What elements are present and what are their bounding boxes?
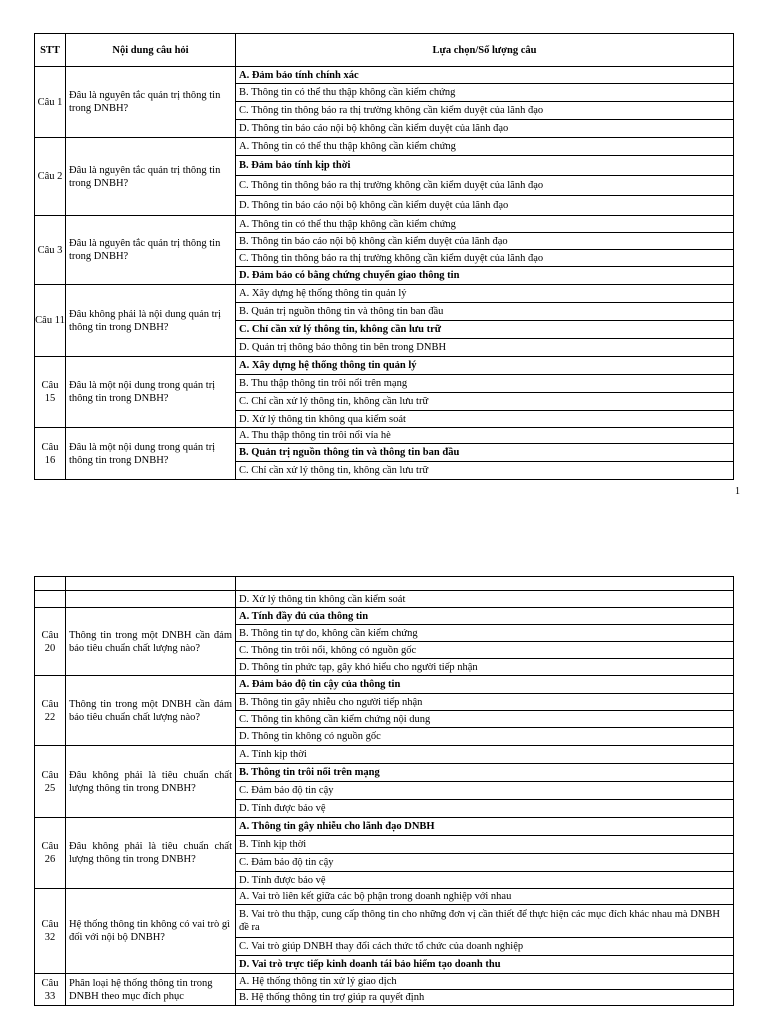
question-text: Đâu không phải là nội dung quản trị thông tin trong DNBH? <box>66 285 236 357</box>
table-body-page-1 <box>35 67 734 480</box>
blank-cell <box>66 577 236 591</box>
answer-option: A. Tính kịp thời <box>236 746 734 764</box>
answer-option: A. Vai trò liên kết giữa các bộ phận trong doanh nghiệp với nhau <box>236 889 734 905</box>
question-text: Đâu không phải là tiêu chuẩn chất lượng thông tin trong DNBH? <box>66 746 236 818</box>
continued-row <box>35 591 734 608</box>
answer-option: D. Tính được bảo vệ <box>236 800 734 818</box>
question-number: Câu 20 <box>35 608 66 676</box>
answer-option-correct: D. Vai trò trực tiếp kinh doanh tái bảo hiểm tạo doanh thu <box>236 956 734 974</box>
answer-option: B. Hệ thống thông tin trợ giúp ra quyết định <box>236 990 734 1006</box>
question-table-page-2 <box>34 576 734 1006</box>
question-text: Đâu là một nội dung trong quản trị thông tin trong DNBH? <box>66 357 236 428</box>
header-stt: STT <box>35 34 66 67</box>
question-number: Câu 1 <box>35 67 66 138</box>
answer-option-correct: B. Đảm bảo tính kịp thời <box>236 156 734 176</box>
answer-option: D. Thông tin không có nguồn gốc <box>236 728 734 746</box>
blank-cell <box>35 591 66 608</box>
answer-option: B. Tính kịp thời <box>236 836 734 854</box>
page-number: 1 <box>735 486 740 497</box>
answer-option: C. Chỉ cần xử lý thông tin, không cần lưu trữ <box>236 393 734 411</box>
table-row <box>35 889 734 905</box>
table-row <box>35 285 734 303</box>
question-number: Câu 11 <box>35 285 66 357</box>
answer-option: B. Thu thập thông tin trôi nổi trên mạng <box>236 375 734 393</box>
answer-option: C. Chỉ cần xử lý thông tin, không cần lưu trữ <box>236 462 734 480</box>
question-text: Thông tin trong một DNBH cần đảm bảo tiêu chuẩn chất lượng nào? <box>66 608 236 676</box>
answer-option: C. Đảm bảo độ tin cậy <box>236 854 734 872</box>
answer-option: D. Quản trị thông báo thông tin bên trong DNBH <box>236 339 734 357</box>
answer-option: C. Vai trò giúp DNBH thay đổi cách thức tổ chức của doanh nghiệp <box>236 938 734 956</box>
answer-option-correct: A. Thông tin gây nhiễu cho lãnh đạo DNBH <box>236 818 734 836</box>
header-question: Nội dung câu hỏi <box>66 34 236 67</box>
answer-option: A. Thông tin có thể thu thập không cần kiểm chứng <box>236 138 734 156</box>
answer-option: C. Đảm bảo độ tin cậy <box>236 782 734 800</box>
answer-option: D. Thông tin phức tạp, gây khó hiểu cho người tiếp nhận <box>236 659 734 676</box>
table-row <box>35 608 734 625</box>
question-text: Đâu là nguyên tắc quản trị thông tin trong DNBH? <box>66 216 236 285</box>
answer-option: B. Thông tin tự do, không cần kiểm chứng <box>236 625 734 642</box>
table-row <box>35 216 734 233</box>
question-text: Phân loại hệ thống thông tin trong DNBH theo mục đích phục <box>66 974 236 1006</box>
table-row <box>35 676 734 694</box>
answer-option-correct: A. Đảm bảo độ tin cậy của thông tin <box>236 676 734 694</box>
table-row <box>35 357 734 375</box>
blank-cell <box>236 577 734 591</box>
question-number: Câu 16 <box>35 428 66 480</box>
answer-option-correct: A. Tính đầy đủ của thông tin <box>236 608 734 625</box>
answer-option: C. Thông tin thông báo ra thị trường không cần kiểm duyệt của lãnh đạo <box>236 250 734 267</box>
answer-option: A. Thông tin có thể thu thập không cần kiểm chứng <box>236 216 734 233</box>
question-text: Đâu là nguyên tắc quản trị thông tin trong DNBH? <box>66 67 236 138</box>
table-row <box>35 428 734 444</box>
question-number: Câu 22 <box>35 676 66 746</box>
answer-option: D. Xử lý thông tin không qua kiểm soát <box>236 411 734 428</box>
table-body-page-2 <box>35 577 734 1006</box>
question-table-page-1 <box>34 33 734 480</box>
continued-option: D. Xử lý thông tin không cần kiểm soát <box>236 591 734 608</box>
question-text: Thông tin trong một DNBH cần đảm bảo tiêu chuẩn chất lượng nào? <box>66 676 236 746</box>
question-number: Câu 33 <box>35 974 66 1006</box>
question-text: Đâu là một nội dung trong quản trị thông tin trong DNBH? <box>66 428 236 480</box>
answer-option-correct: D. Đảm bảo có bằng chứng chuyển giao thông tin <box>236 267 734 285</box>
answer-option: D. Thông tin báo cáo nội bộ không cần kiểm duyệt của lãnh đạo <box>236 120 734 138</box>
question-text: Hệ thống thông tin không có vai trò gì đối với nội bộ DNBH? <box>66 889 236 974</box>
answer-option: B. Quản trị nguồn thông tin và thông tin ban đầu <box>236 303 734 321</box>
answer-option: C. Thông tin trôi nổi, không có nguồn gốc <box>236 642 734 659</box>
answer-option-correct: A. Xây dựng hệ thống thông tin quản lý <box>236 357 734 375</box>
answer-option: B. Thông tin có thể thu thập không cần kiểm chứng <box>236 84 734 102</box>
answer-option-correct: C. Chỉ cần xử lý thông tin, không cần lưu trữ <box>236 321 734 339</box>
answer-option: D. Thông tin báo cáo nội bộ không cần kiểm duyệt của lãnh đạo <box>236 196 734 216</box>
question-number: Câu 15 <box>35 357 66 428</box>
question-text: Đâu là nguyên tắc quản trị thông tin trong DNBH? <box>66 138 236 216</box>
table-row <box>35 974 734 990</box>
answer-option: A. Xây dựng hệ thống thông tin quản lý <box>236 285 734 303</box>
answer-option: B. Vai trò thu thập, cung cấp thông tin cho những đơn vị cần thiết để thực hiện các mục đích khác nhau mà DNBH đề ra <box>236 905 734 938</box>
answer-option: C. Thông tin thông báo ra thị trường không cần kiểm duyệt của lãnh đạo <box>236 176 734 196</box>
question-number: Câu 26 <box>35 818 66 889</box>
answer-option: A. Thu thập thông tin trôi nổi vỉa hè <box>236 428 734 444</box>
answer-option-correct: B. Quản trị nguồn thông tin và thông tin ban đầu <box>236 444 734 462</box>
blank-cell <box>35 577 66 591</box>
answer-option: C. Thông tin không cần kiểm chứng nội dung <box>236 711 734 728</box>
question-number: Câu 2 <box>35 138 66 216</box>
blank-row <box>35 577 734 591</box>
table-row <box>35 746 734 764</box>
answer-option: D. Tính được bảo vệ <box>236 872 734 889</box>
header-options: Lựa chọn/Số lượng câu <box>236 34 734 67</box>
answer-option: C. Thông tin thông báo ra thị trường không cần kiểm duyệt của lãnh đạo <box>236 102 734 120</box>
table-row <box>35 818 734 836</box>
answer-option: B. Thông tin gây nhiễu cho người tiếp nhận <box>236 694 734 711</box>
answer-option-correct: B. Thông tin trôi nổi trên mạng <box>236 764 734 782</box>
table-row <box>35 138 734 156</box>
question-number: Câu 32 <box>35 889 66 974</box>
answer-option: B. Thông tin báo cáo nội bộ không cần kiểm duyệt của lãnh đạo <box>236 233 734 250</box>
question-number: Câu 3 <box>35 216 66 285</box>
table-row <box>35 67 734 84</box>
question-text: Đâu không phải là tiêu chuẩn chất lượng thông tin trong DNBH? <box>66 818 236 889</box>
answer-option: A. Hệ thống thông tin xử lý giao dịch <box>236 974 734 990</box>
question-number: Câu 25 <box>35 746 66 818</box>
answer-option-correct: A. Đảm bảo tính chính xác <box>236 67 734 84</box>
blank-cell <box>66 591 236 608</box>
